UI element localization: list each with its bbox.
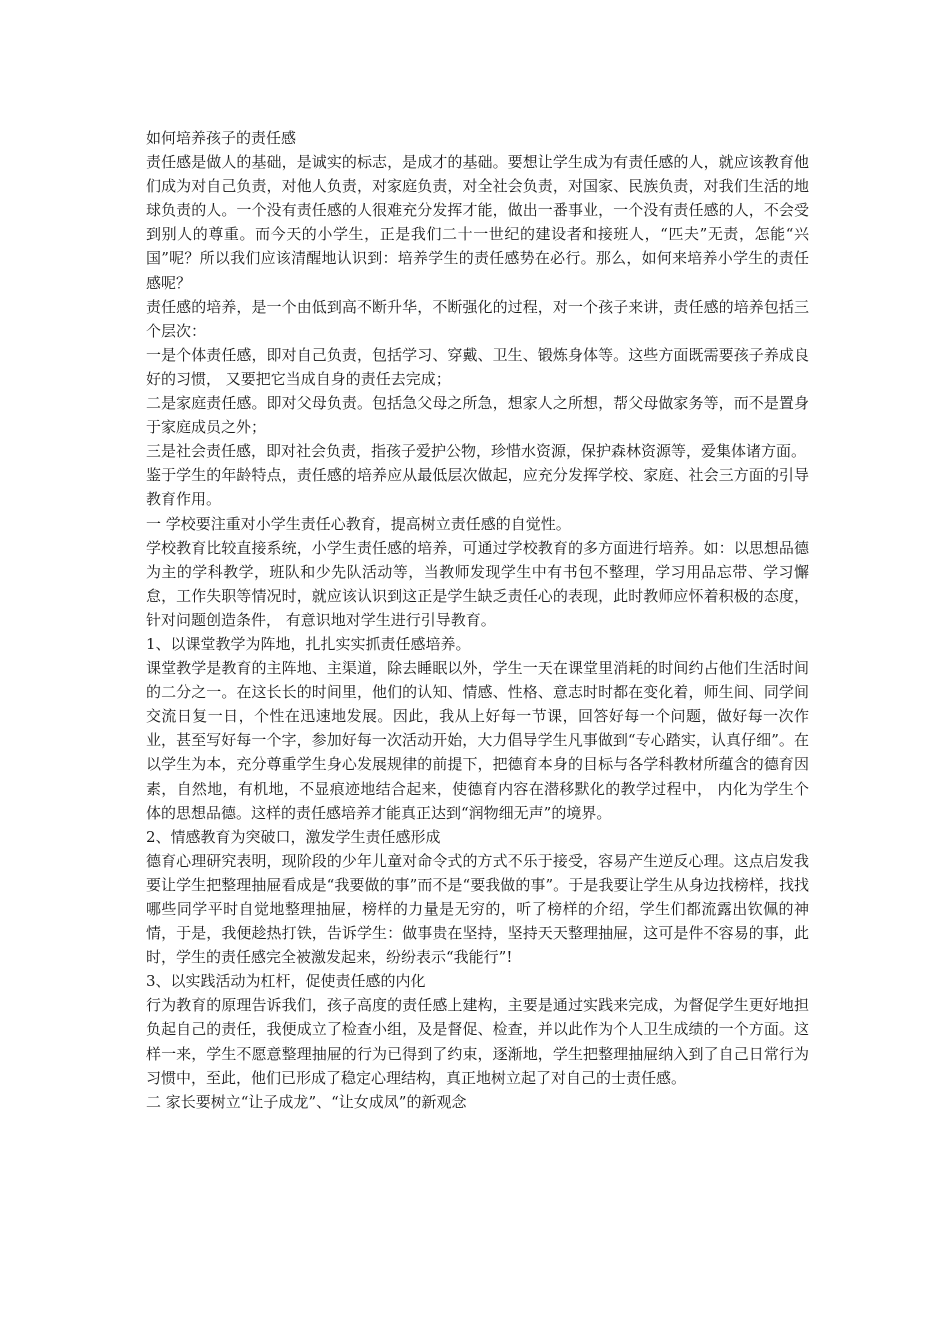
subheading-emotion: 2、情感教育为突破口，激发学生责任感形成: [146, 827, 441, 846]
document-title: 如何培养孩子的责任感: [146, 129, 297, 147]
paragraph-emotion: 德育心理研究表明，现阶段的少年儿童对命令式的方式不乐于接受，容易产生逆反心理。这点启发我要让学生把整理抽屉看成是“我要做的事”而不是“要我做的事”。于是我要让学生从身边找榜样，找找哪些同学平时自觉地整理抽屉，榜样的力量是无穷的，听了榜样的介绍，学生们都流露出钦佩的神情，于是，我便趁热打铁，告诉学生：做事贵在坚持，坚持天天整理抽屉，这可是件不容易的事，此时，学生的责任感完全被激发起来，纷纷表示“我能行”!: [146, 851, 809, 967]
paragraph-school-education: 学校教育比较直接系统，小学生责任感的培养，可通过学校教育的多方面进行培养。如：以思想品德为主的学科教学，班队和少先队活动等，当教师发现学生中有书包不整理，学习用品忘带、学习懈怠，工作失职等情况时，就应该认识到这正是学生缺乏责任心的表现，此时教师应怀着积极的态度，针对问题创造条件， 有意识地对学生进行引导教育。: [146, 538, 809, 629]
subheading-practice: 3、以实践活动为杠杆，促使责任感的内化: [146, 972, 426, 991]
section-heading-parents: 二 家长要树立“让子成龙”、“让女成凤”的新观念: [146, 1092, 467, 1111]
paragraph-age-note: 鉴于学生的年龄特点，责任感的培养应从最低层次做起，应充分发挥学校、家庭、社会三方面的引导教育作用。: [146, 466, 809, 509]
paragraph-level-one: 一是个体责任感，即对自己负责，包括学习、穿戴、卫生、锻炼身体等。这些方面既需要孩子养成良好的习惯， 又要把它当成自身的责任去完成；: [146, 345, 809, 388]
paragraph-levels-intro: 责任感的培养，是一个由低到高不断升华，不断强化的过程，对一个孩子来讲，责任感的培养包括三个层次：: [146, 297, 809, 340]
paragraph-level-three: 三是社会责任感，即对社会负责，指孩子爱护公物，珍惜水资源，保护森林资源等，爱集体诸方面。: [146, 442, 807, 461]
paragraph-classroom: 课堂教学是教育的主阵地、主渠道，除去睡眠以外，学生一天在课堂里消耗的时间约占他们生活时间的二分之一。在这长长的时间里，他们的认知、情感、性格、意志时时都在变化着，师生间、同学间交流日复一日，个性在迅速地发展。因此，我从上好每一节课，回答好每一个问题，做好每一次作业，甚至写好每一个字，参加好每一次活动开始，大力倡导学生凡事做到“专心踏实，认真仔细”。在以学生为本，充分尊重学生身心发展规律的前提下，把德育本身的目标与各学科教材所蕴含的德育因素，自然地，有机地，不显痕迹地结合起来，使德育内容在潜移默化的教学过程中， 内化为学生个体的思想品德。这样的责任感培养才能真正达到“润物细无声”的境界。: [146, 659, 809, 822]
section-heading-school: 一 学校要注重对小学生责任心教育，提高树立责任感的自觉性。: [146, 514, 571, 533]
paragraph-practice: 行为教育的原理告诉我们，孩子高度的责任感上建构，主要是通过实践来完成，为督促学生更好地担负起自己的责任，我便成立了检查小组，及是督促、检查，并以此作为个人卫生成绩的一个方面。这样一来，学生不愿意整理抽屉的行为已得到了约束，逐渐地，学生把整理抽屉纳入到了自己日常行为习惯中，至此，他们已形成了稳定心理结构，真正地树立起了对自己的士责任感。: [146, 996, 809, 1087]
paragraph-intro: 责任感是做人的基础，是诚实的标志，是成才的基础。要想让学生成为有责任感的人，就应该教育他们成为对自己负责，对他人负责，对家庭负责，对全社会负责，对国家、民族负责，对我们生活的地球负责的人。一个没有责任感的人很难充分发挥才能，做出一番事业，一个没有责任感的人，不会受到别人的尊重。而今天的小学生，正是我们二十一世纪的建设者和接班人，“匹夫”无责，怎能“兴国”呢？所以我们应该清醒地认识到：培养学生的责任感势在必行。那么，如何来培养小学生的责任感呢？: [146, 153, 809, 292]
paragraph-level-two: 二是家庭责任感。即对父母负责。包括急父母之所急，想家人之所想，帮父母做家务等，而不是置身于家庭成员之外；: [146, 394, 809, 437]
subheading-classroom: 1、以课堂教学为阵地，扎扎实实抓责任感培养。: [146, 634, 471, 653]
document-body: [146, 126, 809, 1114]
